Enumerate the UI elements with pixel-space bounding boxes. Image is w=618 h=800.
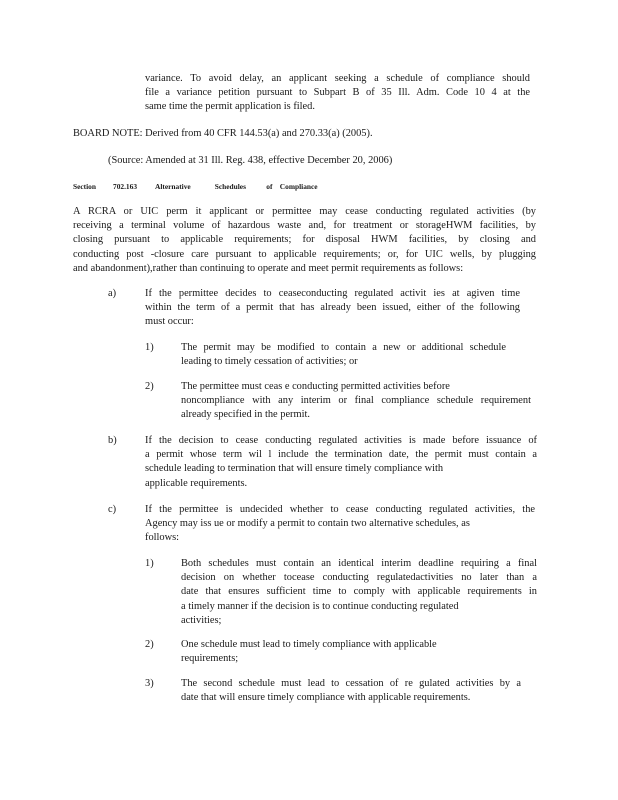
- text-line: The permittee must ceas e conducting permitted activities before: [181, 381, 450, 392]
- text-line: receiving a terminal volume of hazardous waste and, for treatment or storageHWM facilities, by: [73, 220, 536, 232]
- source-note-text: (Source: Amended at 31 Ill. Reg. 438, effective December 20, 2006): [108, 155, 393, 166]
- subitem-a2-text: [181, 380, 531, 423]
- item-label: b): [108, 435, 117, 446]
- subitem-c1-text: [181, 557, 537, 628]
- text-line: and abandonment),rather than continuing to operate and meet permit requirements as follows:: [73, 262, 464, 274]
- text-line: date that ensures sufficient time to comply with applicable requirements in: [181, 586, 537, 598]
- item-label-a: [108, 287, 116, 301]
- text-line: Agency may iss ue or modify a permit to contain two alternative schedules, as: [145, 518, 470, 530]
- intro-variance-paragraph: [145, 72, 530, 115]
- text-line: Both schedules must contain an identical interim deadline requiring a final: [181, 558, 537, 569]
- text-line: variance. To avoid delay, an applicant seeking a schedule of compliance should: [145, 73, 530, 84]
- text-line: file a variance petition pursuant to Subpart B of 35 Ill. Adm. Code 10 4 at the: [145, 87, 530, 99]
- section-number: 702.163: [113, 182, 138, 191]
- text-line: noncompliance with any interim or final compliance schedule requirement: [181, 395, 531, 407]
- text-line: follows:: [145, 532, 180, 544]
- text-line: a timely manner if the decision is to continue conducting regulated: [181, 600, 459, 612]
- subitem-label: 2): [145, 639, 154, 650]
- subitem-label: 1): [145, 342, 154, 353]
- subitem-label-a1: [145, 341, 154, 355]
- text-line: already specified in the permit.: [181, 409, 310, 421]
- text-line: The permit may be modified to contain a new or additional schedule: [181, 342, 506, 353]
- item-c-text: [145, 503, 535, 546]
- text-line: One schedule must lead to timely compliance with applicable: [181, 639, 437, 650]
- text-line: date that will ensure timely compliance with applicable requirements.: [181, 692, 471, 704]
- subitem-label-c3: [145, 677, 154, 691]
- subitem-label-c2: [145, 638, 154, 652]
- section-title: Alternative Schedules of Compliance: [155, 182, 318, 191]
- text-line: conducting post -closure care pursuant to applicable requirements; or, for UIC wells, by plugging: [73, 248, 536, 260]
- board-note-text: BOARD NOTE: Derived from 40 CFR 144.53(a) and 270.33(a) (2005).: [73, 128, 373, 139]
- text-line: leading to timely cessation of activities; or: [181, 356, 358, 368]
- subitem-label: 2): [145, 381, 154, 392]
- text-line: a permit whose term wil l include the termination date, the permit must contain a: [145, 449, 537, 461]
- text-line: within the term of a permit that has already been issued, either of the following: [145, 302, 520, 314]
- text-line: The second schedule must lead to cessation of re gulated activities by a: [181, 678, 521, 689]
- subitem-label-c1: [145, 557, 154, 571]
- section-intro-paragraph: [73, 205, 536, 276]
- section-heading: [73, 180, 323, 192]
- text-line: A RCRA or UIC perm it applicant or permittee may cease conducting regulated activities (by: [73, 206, 536, 217]
- item-a-text: [145, 287, 520, 330]
- item-label-c: [108, 503, 116, 517]
- item-label-b: [108, 434, 117, 448]
- item-label: c): [108, 504, 117, 515]
- text-line: schedule leading to termination that will ensure timely compliance with: [145, 463, 444, 475]
- text-line: activities;: [181, 614, 222, 626]
- text-line: applicable requirements.: [145, 477, 248, 489]
- subitem-label-a2: [145, 380, 154, 394]
- subitem-c2-text: [181, 638, 437, 666]
- text-line: If the decision to cease conducting regulated activities is made before issuance of: [145, 435, 537, 446]
- text-line: If the permittee decides to ceaseconducting regulated activit ies at agiven time: [145, 288, 520, 299]
- text-line: requirements;: [181, 653, 239, 665]
- subitem-label: 3): [145, 678, 154, 689]
- board-note: [73, 127, 373, 141]
- text-line: must occur:: [145, 316, 194, 328]
- item-b-text: [145, 434, 537, 491]
- text-line: If the permittee is undecided whether to cease conducting regulated activities, the: [145, 504, 535, 515]
- source-note: [108, 154, 392, 168]
- text-line: closing pursuant to applicable requirements; for disposal HWM facilities, by closing and: [73, 234, 536, 246]
- subitem-a1-text: [181, 341, 506, 369]
- subitem-label: 1): [145, 558, 154, 569]
- subitem-c3-text: [181, 677, 521, 705]
- item-label: a): [108, 288, 117, 299]
- text-line: same time the permit application is filed.: [145, 101, 315, 113]
- section-label: Section: [73, 182, 96, 191]
- text-line: decision on whether tocease conducting regulatedactivities no later than a: [181, 572, 537, 584]
